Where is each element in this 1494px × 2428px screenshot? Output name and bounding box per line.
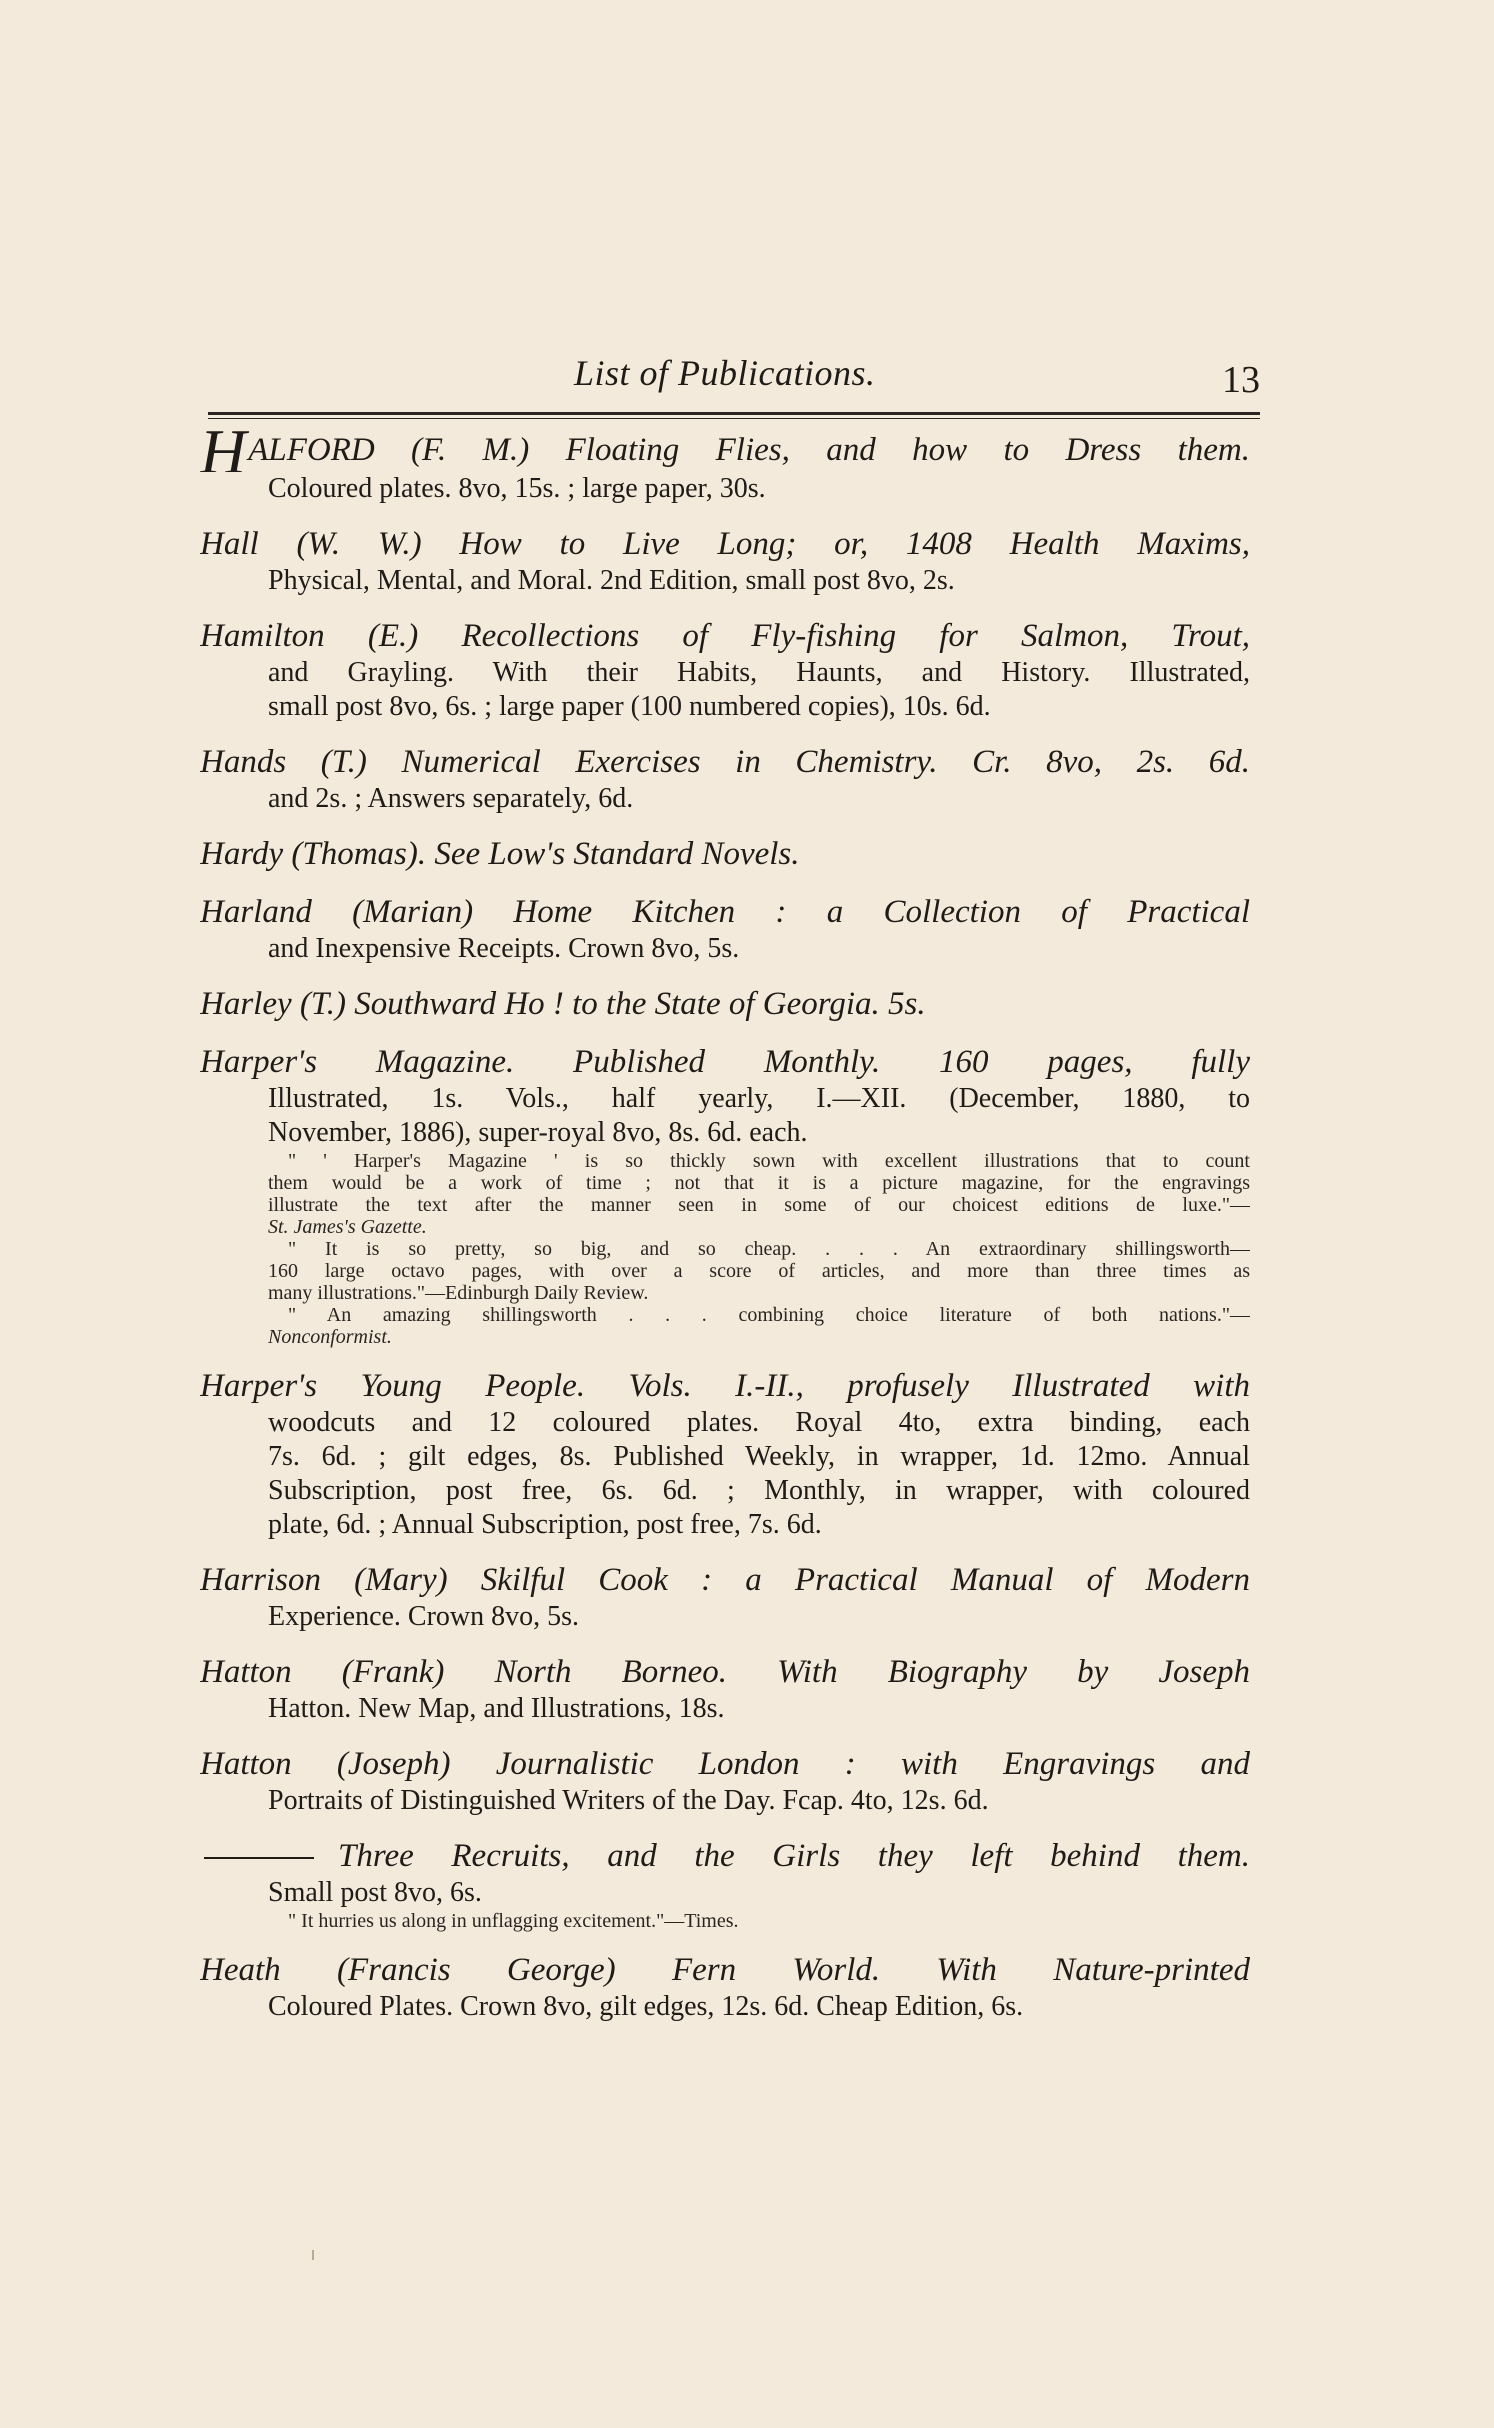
entry-text: and Inexpensive Receipts. Crown 8vo, 5s. [268,933,740,964]
header-rule-thin [208,418,1260,419]
entry-text: Physical, Mental, and Moral. 2nd Edition, small post 8vo, 2s. [268,565,955,596]
entry-text: Subscription, post free, 6s. 6d. ; Monthly, in wrapper, with coloured [268,1475,1250,1506]
entry-gap [200,816,1250,834]
entry-text: woodcuts and 12 coloured plates. Royal 4to, extra binding, each [268,1407,1250,1438]
running-header [200,352,1260,412]
review-quotes [200,1910,1250,1932]
header-rule [208,412,1260,415]
entry-text: Hall (W. W.) How to Live Long; or, 1408 Health Maxims, [200,526,1250,562]
entry-gap [200,724,1250,742]
entry-heading [200,1744,1250,1784]
entry-line [200,1116,1250,1150]
entry-line [200,564,1250,598]
entry-heading [200,1560,1250,1600]
review-quote-line: Nonconformist. [268,1326,392,1348]
entry-gap [200,598,1250,616]
entry-heading [200,616,1250,656]
entry-line [200,1474,1250,1508]
entry-hamilton [200,616,1250,724]
entry-heading [200,430,1250,472]
review-quote-line: many illustrations."—Edinburgh Daily Review. [268,1282,649,1304]
review-quote-line: St. James's Gazette. [268,1216,427,1238]
review-quotes [200,1150,1250,1348]
entry-text: Experience. Crown 8vo, 5s. [268,1601,580,1632]
entry-hardy [200,834,1250,874]
entry-text: Coloured plates. 8vo, 15s. ; large paper, 30s. [268,473,766,504]
entry-line [200,1406,1250,1440]
entry-text: Harrison (Mary) Skilful Cook : a Practical Manual of Modern [200,1562,1250,1598]
entry-line [200,1508,1250,1542]
entry-gap [200,506,1250,524]
entry-heading [200,1366,1250,1406]
entry-harrison [200,1560,1250,1634]
entry-heading [200,834,1250,874]
entry-line [200,1876,1250,1910]
paper-speck [312,2250,314,2260]
entry-gap [200,874,1250,892]
entry-text: Hardy (Thomas). See Low's Standard Novels. [200,836,800,872]
entry-text: Harper's Magazine. Published Monthly. 160 pages, fully [200,1044,1250,1080]
review-quote-line: " ' Harper's Magazine ' is so thickly sown with excellent illustrations that to count [288,1150,1250,1172]
entry-line [200,656,1250,690]
entry-text: Hatton. New Map, and Illustrations, 18s. [268,1693,725,1724]
running-title: List of Publications. [574,353,876,393]
entry-heading [200,524,1250,564]
entry-heading [200,984,1250,1024]
entry-text: Heath (Francis George) Fern World. With Nature-printed [200,1952,1250,1988]
entry-line [200,472,1250,506]
review-quote-line: " It is so pretty, so big, and so cheap. . . . An extraordinary shillingsworth— [288,1238,1250,1260]
entry-gap [200,1024,1250,1042]
entry-line [200,1990,1250,2024]
entry-text: Illustrated, 1s. Vols., half yearly, I.—XII. (December, 1880, to [268,1083,1250,1114]
entry-gap [200,1726,1250,1744]
entry-line [200,1692,1250,1726]
page-number: 13 [1222,359,1260,401]
entry-gap [200,966,1250,984]
entry-line [200,782,1250,816]
entry-text: small post 8vo, 6s. ; large paper (100 numbered copies), 10s. 6d. [268,691,991,722]
entry-three-recruits [200,1836,1250,1932]
entry-hatton-joseph [200,1744,1250,1818]
entry-heading [200,1836,1250,1876]
entry-text: ALFORD (F. M.) Floating Flies, and how to Dress them. [248,432,1250,468]
entry-text: Harley (T.) Southward Ho ! to the State of Georgia. 5s. [200,986,926,1022]
entry-heading [200,1652,1250,1692]
entry-text: Harper's Young People. Vols. I.-II., profusely Illustrated with [200,1368,1250,1404]
entry-heading [200,1042,1250,1082]
ditto-dash [204,1857,314,1859]
entry-line [200,1440,1250,1474]
review-quote-line: 160 large octavo pages, with over a score of articles, and more than three times as [268,1260,1250,1282]
entry-text: Three Recruits, and the Girls they left behind them. [338,1838,1250,1874]
entry-harland [200,892,1250,966]
entry-gap [200,1634,1250,1652]
entry-hands [200,742,1250,816]
entry-heath [200,1950,1250,2024]
entry-text: Hatton (Joseph) Journalistic London : with Engravings and [200,1746,1250,1782]
review-quote-line: them would be a work of time ; not that it is a picture magazine, for the engravings [268,1172,1250,1194]
entry-line [200,1082,1250,1116]
entry-halford [200,430,1250,506]
drop-cap: H [200,430,247,472]
entry-text: Hatton (Frank) North Borneo. With Biography by Joseph [200,1654,1250,1690]
entry-hall [200,524,1250,598]
entry-text: Hands (T.) Numerical Exercises in Chemistry. Cr. 8vo, 2s. 6d. [200,744,1250,780]
entry-text: 7s. 6d. ; gilt edges, 8s. Published Weekly, in wrapper, 1d. 12mo. Annual [268,1441,1250,1472]
entry-gap [200,1348,1250,1366]
entry-text: Portraits of Distinguished Writers of the Day. Fcap. 4to, 12s. 6d. [268,1785,989,1816]
entry-text: Harland (Marian) Home Kitchen : a Collection of Practical [200,894,1250,930]
review-quote-line: illustrate the text after the manner seen in some of our choicest editions de luxe."— [268,1194,1250,1216]
entry-heading [200,1950,1250,1990]
entry-line [200,690,1250,724]
review-quote-line: " An amazing shillingsworth . . . combining choice literature of both nations."— [288,1304,1250,1326]
entry-heading [200,892,1250,932]
entry-harley [200,984,1250,1024]
publication-list [200,430,1250,2024]
entry-text: plate, 6d. ; Annual Subscription, post free, 7s. 6d. [268,1509,822,1540]
entry-gap [200,1818,1250,1836]
entry-text: Hamilton (E.) Recollections of Fly-fishing for Salmon, Trout, [200,618,1250,654]
entry-text: Small post 8vo, 6s. [268,1877,482,1908]
entry-text: and 2s. ; Answers separately, 6d. [268,783,634,814]
entry-line [200,1600,1250,1634]
review-quote-line: " It hurries us along in unflagging excitement."—Times. [288,1910,739,1932]
entry-gap [200,1542,1250,1560]
entry-hatton-frank [200,1652,1250,1726]
entry-text: November, 1886), super-royal 8vo, 8s. 6d. each. [268,1117,808,1148]
entry-line [200,932,1250,966]
entry-gap [200,1932,1250,1950]
entry-text: Coloured Plates. Crown 8vo, gilt edges, 12s. 6d. Cheap Edition, 6s. [268,1991,1024,2022]
entry-harpers-young-people [200,1366,1250,1542]
entry-heading [200,742,1250,782]
entry-line [200,1784,1250,1818]
entry-text: and Grayling. With their Habits, Haunts, and History. Illustrated, [268,657,1250,688]
entry-harpers-magazine [200,1042,1250,1348]
